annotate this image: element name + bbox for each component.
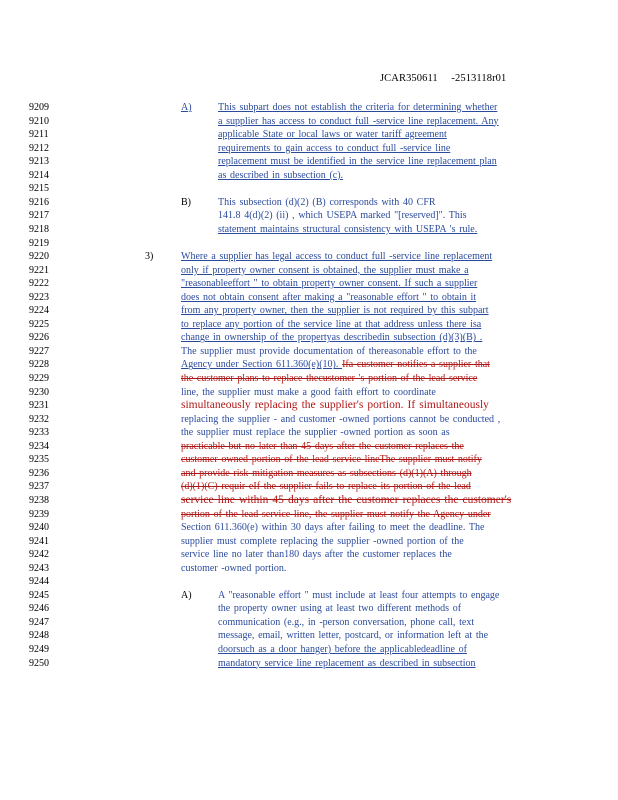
text-run: requirements to gain access to conduct full -service line (218, 142, 451, 154)
line-9216 (0, 196, 618, 209)
line-9230 (0, 386, 618, 399)
text-run: does not obtain consent after making a "reasonable effort " to obtain it (181, 291, 477, 303)
line-text (181, 386, 436, 399)
line-text (181, 494, 511, 507)
line-number: 9210 (29, 115, 49, 127)
line-9232 (0, 413, 618, 426)
line-9235 (0, 453, 618, 466)
line-text (218, 169, 343, 182)
line-number: 9211 (29, 129, 49, 141)
line-9225 (0, 318, 618, 331)
line-9209 (0, 101, 618, 114)
line-number: 9228 (29, 359, 49, 371)
line-number: 9250 (29, 657, 49, 669)
line-number: 9229 (29, 373, 49, 384)
line-number: 9230 (29, 386, 49, 398)
line-text (181, 535, 464, 548)
line-text (218, 223, 477, 236)
text-run: replacement must be identified in the service line replacement plan (218, 156, 497, 168)
text-run: This subsection (d)(2) (B) corresponds with 40 CFR (218, 196, 436, 208)
line-9241 (0, 535, 618, 548)
list-marker: A) (181, 589, 192, 601)
text-run: The supplier must provide documentation of thereasonable effort to the (181, 345, 477, 357)
line-9224 (0, 304, 618, 317)
line-number: 9245 (29, 589, 49, 601)
line-text (181, 250, 492, 263)
line-text (181, 467, 472, 480)
text-run: simultaneously replacing the supplier's portion. If simultaneously (181, 399, 489, 412)
line-9244 (0, 575, 618, 588)
text-run: This subpart does not establish the criteria for determining whether (218, 102, 498, 113)
line-text (181, 264, 469, 277)
text-run: from any property owner, then the supplier is not required by this subpart (181, 305, 489, 317)
text-run: 141.8 4(d)(2) (ii) , which USEPA marked "[reserved]". This (218, 210, 467, 222)
line-text (218, 209, 467, 222)
line-9212 (0, 142, 618, 155)
text-run: A "reasonable effort " must include at least four attempts to engage (218, 589, 500, 601)
line-number: 9226 (29, 332, 49, 344)
line-number: 9249 (29, 644, 49, 655)
line-9243 (0, 562, 618, 575)
line-9237 (0, 480, 618, 493)
line-9249 (0, 643, 618, 656)
line-text (181, 399, 489, 412)
line-9248 (0, 629, 618, 642)
text-run: and provide risk mitigation measures as subsections (d)(1)(A) through (181, 467, 472, 479)
line-number: 9212 (29, 142, 49, 154)
line-number: 9223 (29, 291, 49, 303)
line-text (181, 453, 482, 466)
line-9223 (0, 291, 618, 304)
text-run: message, email, written letter, postcard, or information left at the (218, 630, 489, 642)
text-run: the supplier must replace the supplier -owned portion as soon as (181, 427, 450, 439)
line-number: 9241 (29, 535, 49, 547)
text-run: supplier must complete replacing the supplier -owned portion of the (181, 535, 464, 547)
line-number: 9222 (29, 278, 49, 290)
line-number: 9237 (29, 481, 49, 493)
line-number: 9244 (29, 576, 49, 588)
line-9233 (0, 426, 618, 439)
text-run: line, the supplier must make a good faith effort to coordinate (181, 386, 436, 398)
line-text (218, 128, 447, 141)
line-text (181, 426, 450, 439)
text-run: applicable State or local laws or water tariff agreement (218, 129, 447, 141)
line-number: 9209 (29, 102, 49, 113)
line-number: 9235 (29, 454, 49, 466)
text-run: as described in subsection (c). (218, 169, 344, 181)
line-number: 9231 (29, 400, 49, 412)
line-9215 (0, 182, 618, 195)
text-run: to replace any portion of the service line at that address unless there isa (181, 318, 482, 330)
line-9239 (0, 508, 618, 521)
text-run: only if property owner consent is obtained, the supplier must make a (181, 264, 469, 276)
line-number: 9219 (29, 237, 49, 249)
text-run: mandatory service line replacement as described in subsection (218, 657, 476, 669)
line-9211 (0, 128, 618, 141)
text-run: the customer plans to replace thecustomer 's portion of the lead service (181, 373, 478, 384)
line-9213 (0, 155, 618, 168)
line-text (181, 318, 481, 331)
line-9219 (0, 237, 618, 250)
text-run: service line within 45 days after the customer replaces the customer's (181, 493, 512, 506)
text-run: communication (e.g., in -person conversation, phone call, text (218, 616, 475, 628)
line-9227 (0, 345, 618, 358)
line-9210 (0, 115, 618, 128)
line-number: 9234 (29, 440, 49, 452)
line-number: 9247 (29, 616, 49, 628)
line-text (181, 440, 464, 453)
text-run: "reasonableeffort " to obtain property owner consent. If such a supplier (181, 278, 478, 290)
line-9246 (0, 602, 618, 615)
line-text (181, 331, 482, 344)
text-run: a supplier has access to conduct full -service line replacement. Any (218, 115, 499, 127)
line-text (218, 196, 436, 209)
line-9247 (0, 616, 618, 629)
line-text (218, 589, 499, 602)
text-run: service line no later than180 days after the customer replaces the (181, 549, 452, 561)
line-9250 (0, 657, 618, 670)
line-9218 (0, 223, 618, 236)
line-number: 9221 (29, 264, 49, 276)
line-text (218, 115, 499, 128)
text-run: portion of the lead service line, the supplier must notify the Agency under (181, 508, 491, 520)
line-text (218, 616, 474, 629)
document-header-id: JCAR350611 -2513118r01 (380, 73, 507, 84)
line-number: 9240 (29, 522, 49, 534)
line-number: 9243 (29, 562, 49, 574)
list-marker: B) (181, 196, 191, 208)
line-9221 (0, 264, 618, 277)
text-run: change in ownership of the propertyas describedin subsection (d)(3)(B) . (181, 332, 483, 344)
line-9217 (0, 209, 618, 222)
line-number: 9218 (29, 223, 49, 235)
line-9240 (0, 521, 618, 534)
text-run: statement maintains structural consistency with USEPA 's rule. (218, 223, 478, 235)
line-9231 (0, 399, 618, 412)
line-9228 (0, 358, 618, 371)
text-run: the property owner using at least two different methods of (218, 603, 462, 615)
text-run: Section 611.360(e) within 30 days after failing to meet the deadline. The (181, 522, 485, 534)
list-marker: 3) (145, 251, 154, 263)
line-number: 9236 (29, 467, 49, 479)
line-number: 9213 (29, 156, 49, 168)
line-number: 9225 (29, 318, 49, 330)
line-text (218, 155, 497, 168)
text-run: (d)(1)(C) requir eIf the supplier fails to replace its portion of the lead (181, 481, 471, 493)
line-9234 (0, 440, 618, 453)
text-run: replacing the supplier - and customer -owned portions cannot be conducted , (181, 413, 501, 425)
text-run: Ifa customer notifies a supplier that (342, 359, 490, 371)
line-9236 (0, 467, 618, 480)
line-number: 9217 (29, 210, 49, 222)
line-number: 9248 (29, 630, 49, 642)
line-9245 (0, 589, 618, 602)
line-text (218, 142, 450, 155)
line-number: 9242 (29, 549, 49, 561)
line-text (181, 372, 477, 385)
line-number: 9232 (29, 413, 49, 425)
line-text (218, 657, 475, 670)
text-run: Where a supplier has legal access to conduct full -service line replacement (181, 251, 493, 263)
text-run: doorsuch as a door hanger) before the applicabledeadline of (218, 644, 467, 655)
line-number: 9246 (29, 603, 49, 615)
line-9229 (0, 372, 618, 385)
line-text (181, 291, 476, 304)
line-9214 (0, 169, 618, 182)
line-number: 9239 (29, 508, 49, 520)
line-text (181, 480, 471, 493)
line-text (181, 345, 477, 358)
line-text (218, 101, 497, 114)
line-number: 9233 (29, 427, 49, 439)
line-9220 (0, 250, 618, 263)
line-9222 (0, 277, 618, 290)
text-run: practicable but no later than 45 days after the customer replaces the (181, 440, 464, 452)
line-text (218, 602, 461, 615)
text-run: Agency under Section 611.360(e)(10). (181, 359, 343, 371)
line-number: 9214 (29, 169, 49, 181)
line-number: 9216 (29, 196, 49, 208)
text-run: customer -owned portion. (181, 562, 287, 574)
line-number: 9224 (29, 305, 49, 317)
line-number: 9215 (29, 183, 49, 195)
text-run: customer owned portion of the lead service lineThe supplier must notify (181, 454, 482, 466)
line-text (181, 521, 484, 534)
line-number: 9227 (29, 345, 49, 357)
line-9238 (0, 494, 618, 507)
list-marker: A) (181, 102, 192, 113)
line-number: 9220 (29, 251, 49, 263)
line-text (181, 304, 489, 317)
line-text (181, 277, 477, 290)
line-text (181, 413, 500, 426)
line-9242 (0, 548, 618, 561)
line-9226 (0, 331, 618, 344)
line-number: 9238 (29, 494, 49, 506)
line-text (181, 562, 286, 575)
line-text (218, 629, 488, 642)
line-text (181, 548, 452, 561)
line-text (181, 358, 490, 371)
line-text (218, 643, 467, 656)
line-text (181, 508, 491, 521)
